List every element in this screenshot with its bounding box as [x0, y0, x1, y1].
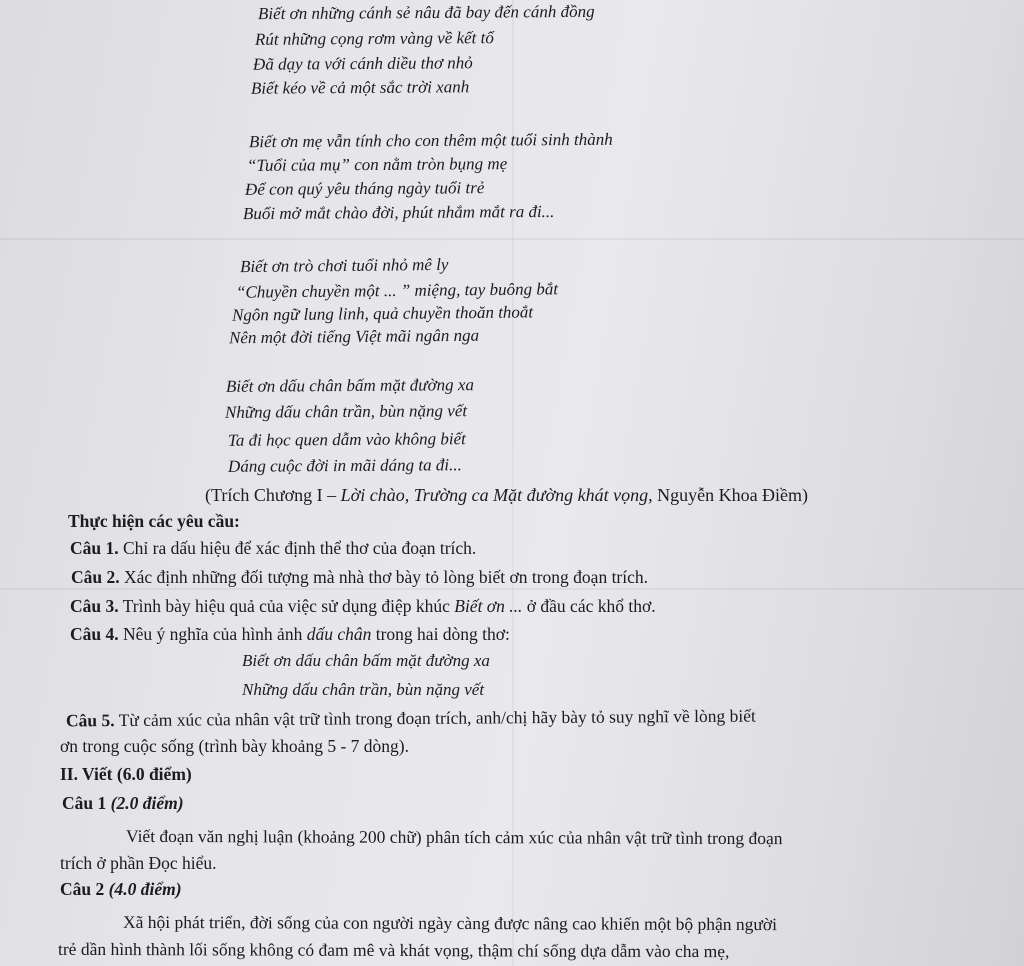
- writing-section-heading: II. Viết (6.0 điểm): [60, 764, 192, 784]
- writing-question-2-text: Xã hội phát triển, đời sống của con người ngày càng được nâng cao khiến một bộ phận người: [122, 911, 778, 935]
- poem-line: Dáng cuộc đời in mãi dáng ta đi...: [227, 455, 462, 476]
- writing-question-1-text: Viết đoạn văn nghị luận (khoảng 200 chữ) phân tích cảm xúc của nhân vật trữ tình trong đoạn: [125, 825, 783, 849]
- writing-question-1-text: trích ở phần Đọc hiểu.: [60, 853, 217, 873]
- poem-line: Ta đi học quen dẫm vào không biết: [227, 429, 466, 450]
- poem-line: Để con quý yêu tháng ngày tuổi trẻ: [244, 178, 485, 199]
- poem-line: Ngôn ngữ lung linh, quả chuyền thoăn thoắt: [231, 302, 534, 325]
- poem-line: Biết kéo về cả một sắc trời xanh: [250, 77, 470, 98]
- requirements-heading: Thực hiện các yêu cầu:: [68, 511, 240, 531]
- poem-source: (Trích Chương I – Lời chào, Trường ca Mặt đường khát vọng, Nguyễn Khoa Điềm): [205, 485, 809, 505]
- question-2: Câu 2. Xác định những đối tượng mà nhà thơ bày tỏ lòng biết ơn trong đoạn trích.: [71, 567, 649, 587]
- writing-question-1-heading: Câu 1 (2.0 điểm): [62, 793, 184, 813]
- quoted-verse: Biết ơn dấu chân bấm mặt đường xa: [242, 651, 490, 670]
- question-3: Câu 3. Trình bày hiệu quả của việc sử dụng điệp khúc Biết ơn ... ở đầu các khổ thơ.: [70, 596, 656, 616]
- quoted-verse: Những dấu chân trần, bùn nặng vết: [242, 680, 485, 699]
- question-1: Câu 1. Chỉ ra dấu hiệu để xác định thể thơ của đoạn trích.: [70, 538, 477, 558]
- poem-line: Rút những cọng rơm vàng về kết tổ: [254, 28, 494, 49]
- poem-line: Biết ơn trò chơi tuổi nhỏ mê ly: [239, 254, 449, 277]
- question-4: Câu 4. Nêu ý nghĩa của hình ảnh dấu chân trong hai dòng thơ:: [70, 624, 510, 644]
- poem-line: Đã dạy ta với cánh diều thơ nhỏ: [252, 53, 473, 74]
- poem-line: “Tuổi của mụ” con nằm tròn bụng mẹ: [246, 154, 508, 175]
- poem-line: Biết ơn mẹ vẫn tính cho con thêm một tuổi sinh thành: [248, 129, 613, 152]
- poem-line: “Chuyền chuyền một ... ” miệng, tay buông bắt: [235, 279, 559, 302]
- question-5: Câu 5. Từ cảm xúc của nhân vật trữ tình trong đoạn trích, anh/chị hãy bày tỏ suy nghĩ về lòng biết: [65, 705, 756, 731]
- writing-question-2-text: trẻ dần hình thành lối sống không có đam mê và khát vọng, thậm chí sống dựa dẫm vào cha mẹ,: [57, 938, 730, 962]
- question-5-continued: ơn trong cuộc sống (trình bày khoảng 5 - 7 dòng).: [60, 736, 409, 756]
- poem-line: Biết ơn những cánh sẻ nâu đã bay đến cánh đồng: [257, 1, 595, 24]
- writing-question-2-heading: Câu 2 (4.0 điểm): [60, 879, 182, 899]
- poem-line: Những dấu chân trần, bùn nặng vết: [224, 401, 468, 422]
- poem-line: Nên một đời tiếng Việt mãi ngân nga: [228, 325, 480, 348]
- poem-line: Biết ơn dấu chân bấm mặt đường xa: [225, 375, 474, 396]
- poem-line: Buổi mở mắt chào đời, phút nhắm mắt ra đi...: [242, 201, 555, 224]
